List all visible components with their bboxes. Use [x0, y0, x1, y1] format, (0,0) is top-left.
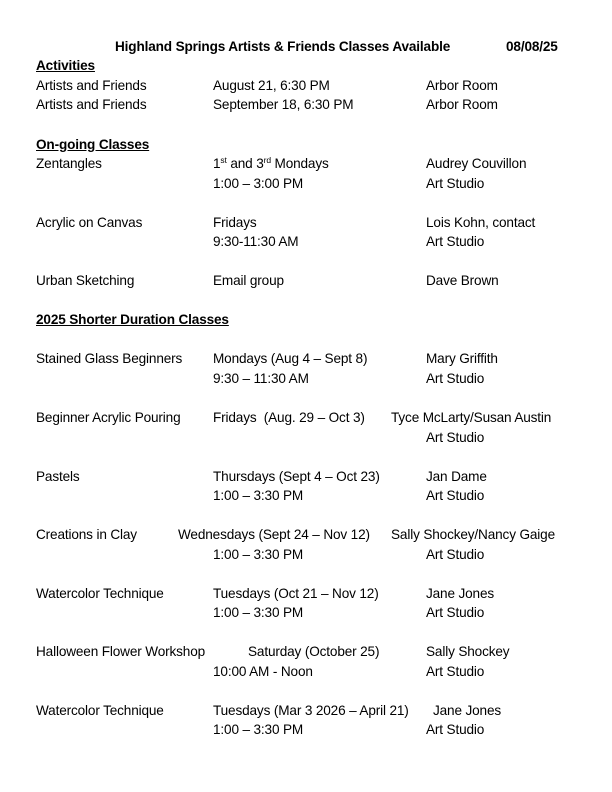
class-name: Zentangles: [36, 156, 102, 171]
class-time: 1:00 – 3:30 PM: [213, 547, 304, 562]
class-time: 9:30-11:30 AM: [213, 234, 299, 249]
class-instructor: Lois Kohn, contact: [426, 215, 536, 230]
class-schedule: Tuesdays (Mar 3 2026 – April 21): [213, 703, 409, 718]
class-time: 1:00 – 3:30 PM: [213, 722, 304, 737]
class-name: Stained Glass Beginners: [36, 351, 183, 366]
class-instructor: Dave Brown: [426, 273, 499, 288]
activity-when: August 21, 6:30 PM: [213, 78, 330, 93]
class-location: Art Studio: [426, 547, 485, 562]
class-location: Art Studio: [426, 488, 485, 503]
ordinal-suffix: st: [220, 155, 227, 165]
class-schedule: Wednesdays (Sept 24 – Nov 12): [178, 527, 370, 542]
class-location: Art Studio: [426, 664, 485, 679]
class-name: Urban Sketching: [36, 273, 135, 288]
class-schedule: Fridays: [213, 215, 257, 230]
class-time: 9:30 – 11:30 AM: [213, 371, 309, 386]
class-name: Watercolor Technique: [36, 703, 164, 718]
schedule-text: Mondays: [270, 156, 329, 171]
activity-where: Arbor Room: [426, 78, 498, 93]
class-schedule: Thursdays (Sept 4 – Oct 23): [213, 469, 380, 484]
schedule-text: and 3: [226, 156, 264, 171]
class-instructor: Mary Griffith: [426, 351, 498, 366]
class-time: 1:00 – 3:30 PM: [213, 605, 304, 620]
class-location: Art Studio: [426, 722, 485, 737]
class-schedule: Fridays (Aug. 29 – Oct 3): [213, 410, 365, 425]
class-time: 10:00 AM - Noon: [213, 664, 313, 679]
activity-when: September 18, 6:30 PM: [213, 97, 354, 112]
ordinal-suffix: rd: [263, 155, 271, 165]
section-heading-ongoing: On-going Classes: [36, 137, 150, 152]
class-time: 1:00 – 3:00 PM: [213, 176, 304, 191]
activity-name: Artists and Friends: [36, 97, 147, 112]
class-schedule: Mondays (Aug 4 – Sept 8): [213, 351, 368, 366]
class-instructor: Jan Dame: [426, 469, 487, 484]
class-schedule: [213, 156, 329, 172]
document-date: 08/08/25: [506, 39, 558, 54]
schedule-text: 1: [213, 156, 221, 171]
class-instructor: Jane Jones: [426, 586, 495, 601]
class-instructor: Jane Jones: [433, 703, 502, 718]
class-location: Art Studio: [426, 234, 485, 249]
class-location: Art Studio: [426, 371, 485, 386]
section-heading-activities: Activities: [36, 58, 95, 73]
class-instructor: Sally Shockey/Nancy Gaige: [391, 527, 555, 542]
document-title: Highland Springs Artists & Friends Classes Available: [115, 39, 451, 54]
class-name: Acrylic on Canvas: [36, 215, 143, 230]
class-location: Art Studio: [426, 176, 485, 191]
activity-where: Arbor Room: [426, 97, 498, 112]
class-instructor: Tyce McLarty/Susan Austin: [391, 410, 552, 425]
class-instructor: Sally Shockey: [426, 644, 510, 659]
class-schedule: Saturday (October 25): [248, 644, 380, 659]
class-schedule: Tuesdays (Oct 21 – Nov 12): [213, 586, 379, 601]
class-name: Pastels: [36, 469, 80, 484]
class-location: Art Studio: [426, 430, 485, 445]
class-instructor: Audrey Couvillon: [426, 156, 527, 171]
class-schedule: Email group: [213, 273, 284, 288]
class-time: 1:00 – 3:30 PM: [213, 488, 304, 503]
class-location: Art Studio: [426, 605, 485, 620]
class-name: Beginner Acrylic Pouring: [36, 410, 181, 425]
class-name: Watercolor Technique: [36, 586, 164, 601]
class-name: Creations in Clay: [36, 527, 137, 542]
class-name: Halloween Flower Workshop: [36, 644, 206, 659]
activity-name: Artists and Friends: [36, 78, 147, 93]
section-heading-shorter: 2025 Shorter Duration Classes: [36, 312, 229, 327]
